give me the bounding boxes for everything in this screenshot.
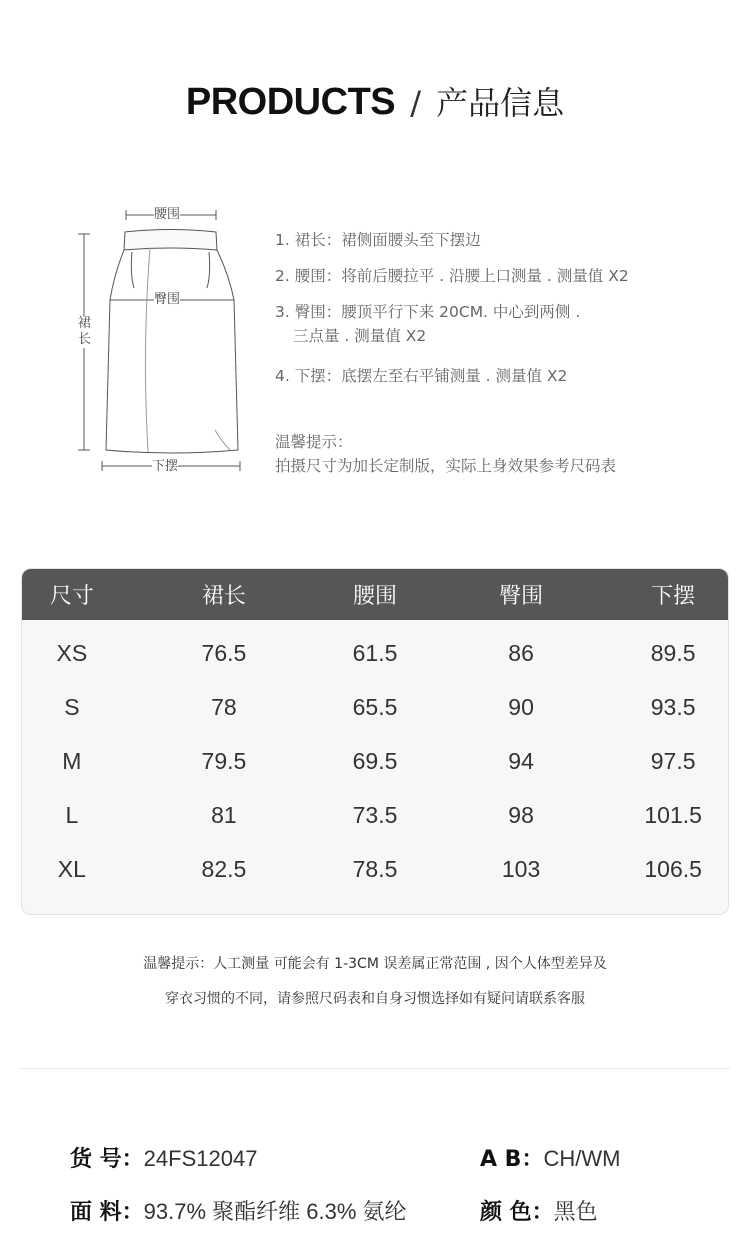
page-title	[0, 78, 750, 124]
table-cell: XS	[56, 639, 88, 666]
note-hem: 4. 下摆：底摆左至右平铺测量 . 测量值 X2	[275, 367, 568, 385]
item-number-label: 货 号：	[70, 1147, 144, 1172]
item-number-value: 24FS12047	[143, 1146, 258, 1171]
title-separator: /	[410, 84, 421, 122]
photo-tip	[275, 430, 616, 478]
header-hem: 下摆	[651, 584, 696, 609]
table-cell: 76.5	[201, 639, 247, 666]
length-label-2: 长	[78, 332, 92, 347]
table-cell: 69.5	[352, 747, 398, 774]
skirt-illustration	[70, 200, 260, 490]
note-waist: 2. 腰围：将前后腰拉平 . 沿腰上口测量 . 测量值 X2	[275, 267, 629, 285]
table-cell: 78.5	[352, 855, 398, 882]
table-cell: 79.5	[201, 747, 247, 774]
table-row	[22, 626, 728, 680]
footnote-line-2: 穿衣习惯的不同，请参照尺码表和自身习惯选择如有疑问请联系客服	[165, 991, 585, 1007]
waist-label: 腰围	[154, 207, 181, 222]
hip-label: 臀围	[154, 292, 181, 307]
hem-label: 下摆	[152, 459, 179, 474]
table-cell: M	[62, 747, 82, 774]
title-en: PRODUCTS	[185, 81, 396, 123]
table-cell: 97.5	[650, 747, 696, 774]
table-cell: 103	[501, 855, 541, 882]
header-size: 尺寸	[49, 584, 94, 609]
color-label: 颜 色：	[480, 1200, 554, 1225]
table-cell: 86	[508, 639, 534, 666]
table-row	[22, 734, 728, 788]
table-cell: 93.5	[650, 693, 696, 720]
table-cell: 78	[211, 693, 237, 720]
tip-body: 拍摄尺寸为加长定制版，实际上身效果参考尺码表	[275, 457, 617, 475]
table-cell: 89.5	[650, 639, 696, 666]
note-hip: 3. 臀围：腰顶平行下来 20CM. 中心到两侧 . 三点量 . 测量值 X2	[275, 303, 581, 345]
table-cell: XL	[57, 855, 86, 882]
color-value: 黑色	[553, 1199, 598, 1224]
title-cn: 产品信息	[436, 84, 565, 122]
table-cell: L	[65, 801, 79, 828]
ab-spec	[480, 1142, 620, 1173]
table-row	[22, 842, 728, 896]
fabric-value: 93.7% 聚酯纤维 6.3% 氨纶	[143, 1199, 407, 1224]
table-row	[22, 788, 728, 842]
note-length: 1. 裙长：裙侧面腰头至下摆边	[275, 231, 481, 249]
table-cell: 94	[508, 747, 534, 774]
table-cell: S	[64, 693, 80, 720]
ab-value: CH/WM	[543, 1146, 621, 1171]
table-cell: 82.5	[201, 855, 247, 882]
table-header	[22, 569, 728, 620]
footnote-line-1: 温馨提示：人工测量 可能会有 1-3CM 误差属正常范围 , 因个人体型差异及	[143, 956, 607, 972]
table-cell: 90	[508, 693, 534, 720]
header-hip: 臀围	[499, 584, 544, 609]
table-cell: 73.5	[352, 801, 398, 828]
table-cell: 106.5	[644, 855, 702, 882]
tip-title: 温馨提示：	[275, 433, 353, 451]
table-body	[22, 620, 728, 896]
table-cell: 81	[211, 801, 237, 828]
length-label-1: 裙	[78, 316, 92, 331]
fabric-spec	[70, 1195, 407, 1226]
header-length: 裙长	[201, 584, 246, 609]
table-cell: 98	[508, 801, 534, 828]
section-divider	[20, 1068, 730, 1069]
table-row	[22, 680, 728, 734]
size-table	[21, 568, 729, 915]
table-cell: 61.5	[352, 639, 398, 666]
header-waist: 腰围	[352, 584, 397, 609]
color-spec	[480, 1195, 598, 1226]
fabric-label: 面 料：	[70, 1200, 144, 1225]
table-cell: 65.5	[352, 693, 398, 720]
table-cell: 101.5	[644, 801, 702, 828]
skirt-measurement-diagram	[70, 200, 260, 490]
ab-label: A B：	[480, 1147, 544, 1172]
item-number	[70, 1142, 257, 1173]
